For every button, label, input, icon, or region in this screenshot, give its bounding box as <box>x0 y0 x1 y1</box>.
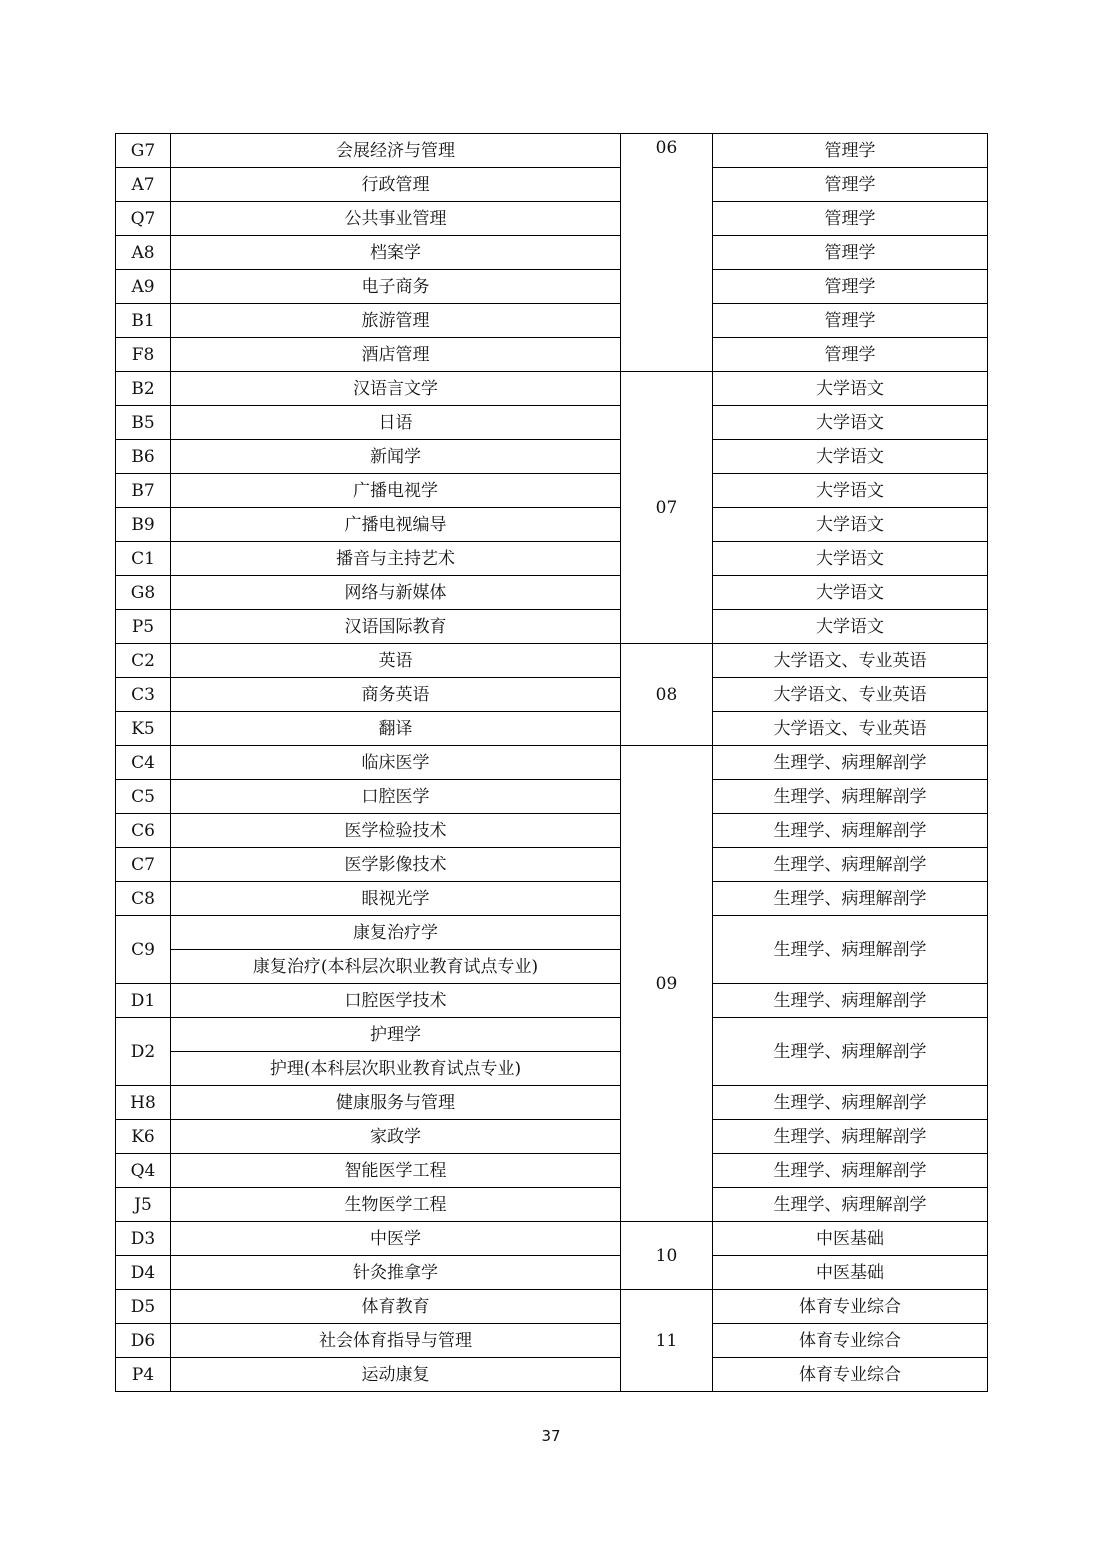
code-cell: C7 <box>116 848 171 882</box>
subject-cell: 中医基础 <box>713 1222 988 1256</box>
code-cell: Q4 <box>116 1154 171 1188</box>
major-cell: 翻译 <box>171 712 621 746</box>
table-row <box>116 1222 988 1256</box>
code-cell: D6 <box>116 1324 171 1358</box>
major-cell: 旅游管理 <box>171 304 621 338</box>
code-cell: D4 <box>116 1256 171 1290</box>
table-row <box>116 304 988 338</box>
table-body <box>116 134 988 1392</box>
subject-cell: 生理学、病理解剖学 <box>713 848 988 882</box>
subject-cell: 中医基础 <box>713 1256 988 1290</box>
category-cell: 08 <box>621 644 713 746</box>
table-row <box>116 1324 988 1358</box>
subject-cell: 生理学、病理解剖学 <box>713 780 988 814</box>
subject-cell: 管理学 <box>713 202 988 236</box>
category-cell: 11 <box>621 1290 713 1392</box>
major-cell: 日语 <box>171 406 621 440</box>
major-cell: 社会体育指导与管理 <box>171 1324 621 1358</box>
major-cell: 护理(本科层次职业教育试点专业) <box>171 1052 621 1086</box>
subject-cell: 生理学、病理解剖学 <box>713 882 988 916</box>
code-cell: B2 <box>116 372 171 406</box>
code-cell: C6 <box>116 814 171 848</box>
code-cell: C2 <box>116 644 171 678</box>
code-cell: B1 <box>116 304 171 338</box>
subject-cell: 大学语文 <box>713 372 988 406</box>
table-row <box>116 882 988 916</box>
table-row <box>116 1188 988 1222</box>
category-cell: 09 <box>621 746 713 1222</box>
table-row <box>116 202 988 236</box>
category-cell: 07 <box>621 372 713 644</box>
major-cell: 针灸推拿学 <box>171 1256 621 1290</box>
major-cell: 酒店管理 <box>171 338 621 372</box>
table-row <box>116 576 988 610</box>
table-row <box>116 610 988 644</box>
table-row <box>116 270 988 304</box>
major-cell: 档案学 <box>171 236 621 270</box>
code-cell: D5 <box>116 1290 171 1324</box>
table-row <box>116 406 988 440</box>
code-cell: C4 <box>116 746 171 780</box>
code-cell: F8 <box>116 338 171 372</box>
table-row <box>116 474 988 508</box>
table-row <box>116 440 988 474</box>
subject-cell: 生理学、病理解剖学 <box>713 1120 988 1154</box>
table-row <box>116 236 988 270</box>
subject-cell: 生理学、病理解剖学 <box>713 1018 988 1086</box>
subject-cell: 体育专业综合 <box>713 1358 988 1392</box>
code-cell: A7 <box>116 168 171 202</box>
major-cell: 医学影像技术 <box>171 848 621 882</box>
major-cell: 广播电视编导 <box>171 508 621 542</box>
subject-cell: 大学语文 <box>713 508 988 542</box>
code-cell: A9 <box>116 270 171 304</box>
code-cell: C9 <box>116 916 171 984</box>
major-cell: 中医学 <box>171 1222 621 1256</box>
code-cell: D1 <box>116 984 171 1018</box>
table-row <box>116 916 988 950</box>
subject-cell: 管理学 <box>713 168 988 202</box>
table-row <box>116 644 988 678</box>
table-row <box>116 1154 988 1188</box>
table-row <box>116 1120 988 1154</box>
code-cell: K6 <box>116 1120 171 1154</box>
table-row <box>116 168 988 202</box>
subject-cell: 管理学 <box>713 304 988 338</box>
major-cell: 电子商务 <box>171 270 621 304</box>
code-cell: Q7 <box>116 202 171 236</box>
subject-cell: 大学语文 <box>713 576 988 610</box>
code-cell: D2 <box>116 1018 171 1086</box>
table-row <box>116 712 988 746</box>
subject-cell: 生理学、病理解剖学 <box>713 746 988 780</box>
subject-cell: 管理学 <box>713 134 988 168</box>
subject-cell: 生理学、病理解剖学 <box>713 814 988 848</box>
subject-cell: 生理学、病理解剖学 <box>713 916 988 984</box>
subject-cell: 大学语文、专业英语 <box>713 678 988 712</box>
code-cell: C8 <box>116 882 171 916</box>
code-cell: G7 <box>116 134 171 168</box>
table-row <box>116 814 988 848</box>
major-cell: 运动康复 <box>171 1358 621 1392</box>
table-row <box>116 508 988 542</box>
code-cell: P5 <box>116 610 171 644</box>
major-cell: 播音与主持艺术 <box>171 542 621 576</box>
table-row <box>116 338 988 372</box>
code-cell: A8 <box>116 236 171 270</box>
major-cell: 网络与新媒体 <box>171 576 621 610</box>
table-row <box>116 1086 988 1120</box>
major-cell: 广播电视学 <box>171 474 621 508</box>
major-cell: 体育教育 <box>171 1290 621 1324</box>
table-row <box>116 372 988 406</box>
subject-cell: 大学语文、专业英语 <box>713 712 988 746</box>
subject-cell: 大学语文 <box>713 406 988 440</box>
major-cell: 护理学 <box>171 1018 621 1052</box>
major-cell: 新闻学 <box>171 440 621 474</box>
code-cell: B9 <box>116 508 171 542</box>
subject-cell: 体育专业综合 <box>713 1324 988 1358</box>
table-row <box>116 746 988 780</box>
table-row <box>116 848 988 882</box>
table-row <box>116 1018 988 1052</box>
subject-cell: 大学语文、专业英语 <box>713 644 988 678</box>
major-cell: 康复治疗(本科层次职业教育试点专业) <box>171 950 621 984</box>
code-cell: C5 <box>116 780 171 814</box>
code-cell: B5 <box>116 406 171 440</box>
code-cell: H8 <box>116 1086 171 1120</box>
code-cell: C3 <box>116 678 171 712</box>
major-cell: 医学检验技术 <box>171 814 621 848</box>
major-cell: 眼视光学 <box>171 882 621 916</box>
code-cell: C1 <box>116 542 171 576</box>
major-cell: 公共事业管理 <box>171 202 621 236</box>
major-subject-table <box>115 133 988 1392</box>
major-cell: 会展经济与管理 <box>171 134 621 168</box>
major-cell: 智能医学工程 <box>171 1154 621 1188</box>
major-cell: 健康服务与管理 <box>171 1086 621 1120</box>
subject-cell: 生理学、病理解剖学 <box>713 1154 988 1188</box>
subject-cell: 大学语文 <box>713 474 988 508</box>
code-cell: J5 <box>116 1188 171 1222</box>
subject-cell: 管理学 <box>713 236 988 270</box>
major-cell: 临床医学 <box>171 746 621 780</box>
major-cell: 汉语言文学 <box>171 372 621 406</box>
subject-cell: 生理学、病理解剖学 <box>713 1188 988 1222</box>
subject-cell: 管理学 <box>713 338 988 372</box>
table-row <box>116 678 988 712</box>
table-row <box>116 780 988 814</box>
table-row <box>116 542 988 576</box>
subject-cell: 生理学、病理解剖学 <box>713 984 988 1018</box>
category-cell: 10 <box>621 1222 713 1290</box>
table-row <box>116 1290 988 1324</box>
category-cell: 06 <box>621 134 713 372</box>
major-cell: 英语 <box>171 644 621 678</box>
major-cell: 口腔医学 <box>171 780 621 814</box>
major-cell: 康复治疗学 <box>171 916 621 950</box>
subject-cell: 管理学 <box>713 270 988 304</box>
code-cell: D3 <box>116 1222 171 1256</box>
subject-cell: 大学语文 <box>713 542 988 576</box>
code-cell: P4 <box>116 1358 171 1392</box>
subject-cell: 体育专业综合 <box>713 1290 988 1324</box>
page-number: 37 <box>541 1427 561 1445</box>
table-row <box>116 984 988 1018</box>
table-row <box>116 134 988 168</box>
subject-cell: 大学语文 <box>713 440 988 474</box>
major-cell: 行政管理 <box>171 168 621 202</box>
table-row <box>116 1358 988 1392</box>
major-cell: 生物医学工程 <box>171 1188 621 1222</box>
code-cell: B6 <box>116 440 171 474</box>
table-row <box>116 1256 988 1290</box>
subject-cell: 生理学、病理解剖学 <box>713 1086 988 1120</box>
major-cell: 汉语国际教育 <box>171 610 621 644</box>
subject-cell: 大学语文 <box>713 610 988 644</box>
code-cell: G8 <box>116 576 171 610</box>
major-cell: 商务英语 <box>171 678 621 712</box>
major-cell: 家政学 <box>171 1120 621 1154</box>
major-cell: 口腔医学技术 <box>171 984 621 1018</box>
code-cell: K5 <box>116 712 171 746</box>
code-cell: B7 <box>116 474 171 508</box>
